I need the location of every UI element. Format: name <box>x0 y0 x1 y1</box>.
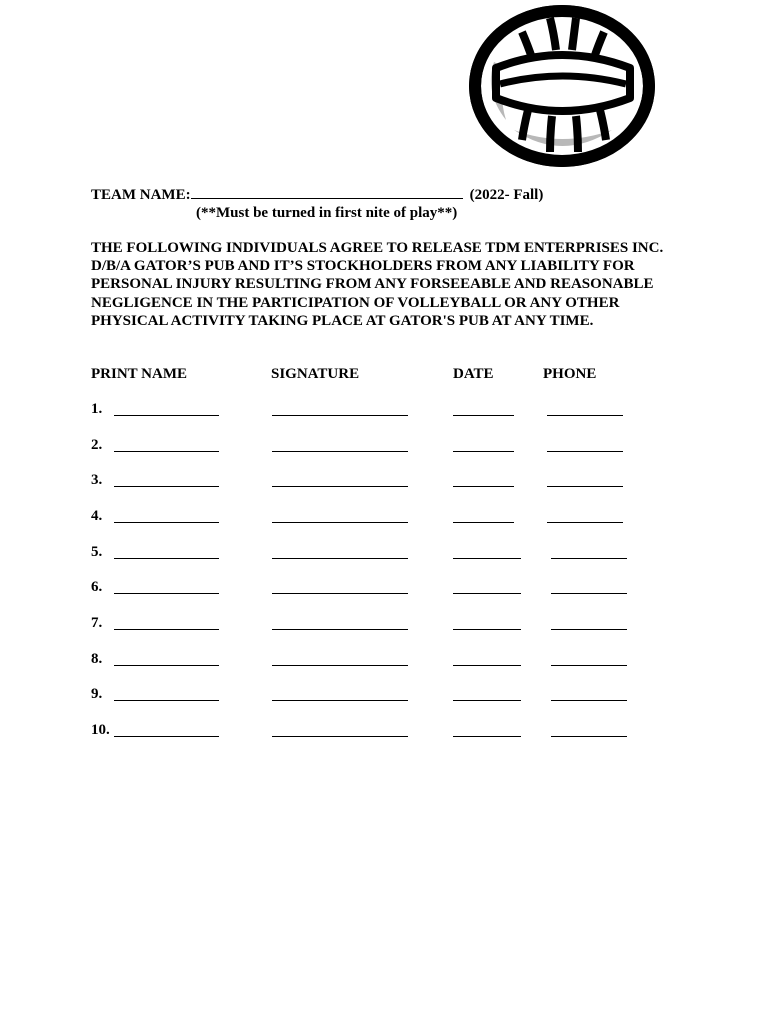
team-name-line <box>91 185 543 204</box>
signature-row <box>0 614 770 634</box>
print-name-field[interactable] <box>114 629 219 630</box>
print-name-field[interactable] <box>114 558 219 559</box>
print-name-field[interactable] <box>114 486 219 487</box>
print-name-field[interactable] <box>114 415 219 416</box>
signature-row <box>0 543 770 563</box>
season-label: (2022- Fall) <box>469 187 544 203</box>
date-field[interactable] <box>453 451 514 452</box>
date-field[interactable] <box>453 522 514 523</box>
print-name-field[interactable] <box>114 700 219 701</box>
release-statement <box>91 239 691 330</box>
signature-field[interactable] <box>272 593 408 594</box>
signature-field[interactable] <box>272 451 408 452</box>
release-line: PERSONAL INJURY RESULTING FROM ANY FORSEEABLE AND REASONABLE <box>91 276 654 293</box>
release-line: THE FOLLOWING INDIVIDUALS AGREE TO RELEASE TDM ENTERPRISES INC. <box>91 240 664 256</box>
phone-field[interactable] <box>551 558 627 559</box>
column-header-date: DATE <box>453 366 494 382</box>
signature-field[interactable] <box>272 522 408 523</box>
signature-row <box>0 471 770 491</box>
phone-field[interactable] <box>547 522 623 523</box>
date-field[interactable] <box>453 415 514 416</box>
signature-row <box>0 578 770 598</box>
signature-row <box>0 507 770 527</box>
signature-row <box>0 436 770 456</box>
row-number: 7. <box>91 615 103 631</box>
signature-field[interactable] <box>272 629 408 630</box>
print-name-field[interactable] <box>114 736 219 737</box>
date-field[interactable] <box>453 700 521 701</box>
phone-field[interactable] <box>547 451 623 452</box>
signature-field[interactable] <box>272 700 408 701</box>
column-header-signature: SIGNATURE <box>271 366 360 382</box>
date-field[interactable] <box>453 736 521 737</box>
row-number: 3. <box>91 472 103 488</box>
row-number: 6. <box>91 579 103 595</box>
print-name-field[interactable] <box>114 665 219 666</box>
signature-row <box>0 650 770 670</box>
date-field[interactable] <box>453 486 514 487</box>
print-name-field[interactable] <box>114 593 219 594</box>
signature-field[interactable] <box>272 665 408 666</box>
row-number: 8. <box>91 651 103 667</box>
release-line: NEGLIGENCE IN THE PARTICIPATION OF VOLLEYBALL OR ANY OTHER <box>91 294 620 311</box>
release-line: D/B/A GATOR’S PUB AND IT’S STOCKHOLDERS FROM ANY LIABILITY FOR <box>91 258 635 275</box>
date-field[interactable] <box>453 593 521 594</box>
submission-notice: (**Must be turned in first nite of play**) <box>196 205 458 221</box>
phone-field[interactable] <box>547 415 623 416</box>
signature-row <box>0 685 770 705</box>
phone-field[interactable] <box>547 486 623 487</box>
signature-row <box>0 400 770 420</box>
row-number: 4. <box>91 508 103 524</box>
volleyball-logo <box>466 2 658 168</box>
print-name-field[interactable] <box>114 451 219 452</box>
row-number: 1. <box>91 401 103 417</box>
phone-field[interactable] <box>551 665 627 666</box>
phone-field[interactable] <box>551 736 627 737</box>
row-number: 2. <box>91 437 103 453</box>
signature-row <box>0 721 770 741</box>
date-field[interactable] <box>453 665 521 666</box>
date-field[interactable] <box>453 629 521 630</box>
row-number: 5. <box>91 544 103 560</box>
signature-field[interactable] <box>272 558 408 559</box>
column-header-phone: PHONE <box>543 366 597 382</box>
signature-field[interactable] <box>272 415 408 416</box>
print-name-field[interactable] <box>114 522 219 523</box>
signature-field[interactable] <box>272 486 408 487</box>
team-name-field[interactable] <box>191 185 463 199</box>
volleyball-icon <box>466 2 658 168</box>
phone-field[interactable] <box>551 593 627 594</box>
phone-field[interactable] <box>551 629 627 630</box>
row-number: 10. <box>91 722 110 738</box>
date-field[interactable] <box>453 558 521 559</box>
release-line: PHYSICAL ACTIVITY TAKING PLACE AT GATOR'S PUB AT ANY TIME. <box>91 312 594 329</box>
row-number: 9. <box>91 686 103 702</box>
team-name-label: TEAM NAME: <box>91 187 191 203</box>
column-header-print-name: PRINT NAME <box>91 366 187 382</box>
phone-field[interactable] <box>551 700 627 701</box>
signature-field[interactable] <box>272 736 408 737</box>
